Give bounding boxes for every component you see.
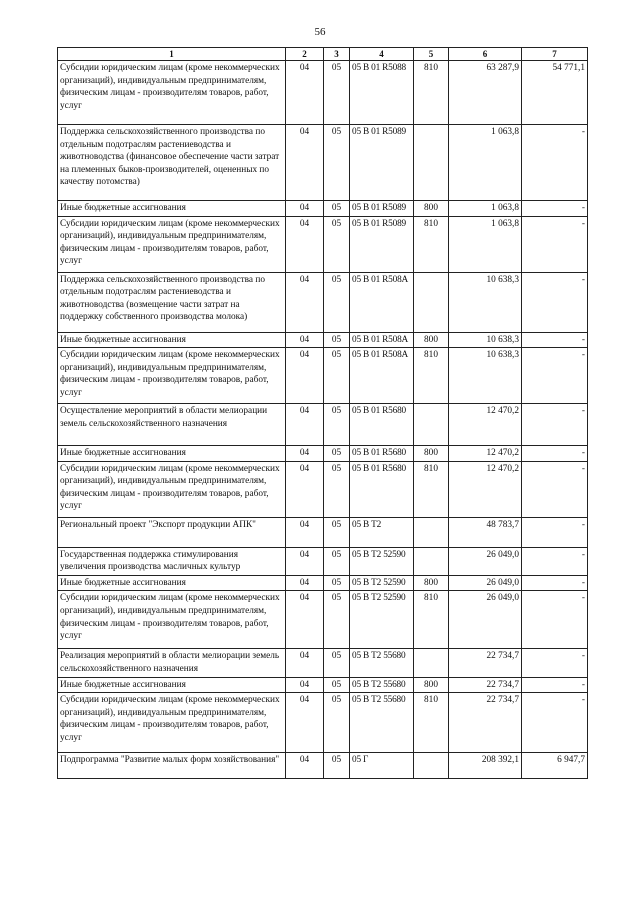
row-amount-federal: - xyxy=(522,649,588,677)
row-amount-federal: - xyxy=(522,677,588,693)
row-amount-federal: - xyxy=(522,201,588,217)
table-row xyxy=(58,125,588,201)
table-row xyxy=(58,517,588,547)
column-header-2: 2 xyxy=(286,48,324,61)
row-subsection-code: 05 xyxy=(324,201,350,217)
row-expense-type: 800 xyxy=(414,446,449,462)
row-expense-type xyxy=(414,753,449,779)
page-number: 56 xyxy=(314,26,326,38)
row-subsection-code: 05 xyxy=(324,575,350,591)
row-target-article: 05 В 01 R508А xyxy=(350,332,414,348)
column-header-6: 6 xyxy=(449,48,522,61)
row-amount: 22 734,7 xyxy=(449,677,522,693)
row-subsection-code: 05 xyxy=(324,216,350,272)
row-section-code: 04 xyxy=(286,461,324,517)
row-subsection-code: 05 xyxy=(324,753,350,779)
row-target-article: 05 В Т2 55680 xyxy=(350,649,414,677)
column-header-3: 3 xyxy=(324,48,350,61)
row-expense-type: 800 xyxy=(414,201,449,217)
row-amount-federal: - xyxy=(522,575,588,591)
row-section-code: 04 xyxy=(286,517,324,547)
row-expense-type xyxy=(414,404,449,446)
row-amount: 26 049,0 xyxy=(449,591,522,649)
row-amount: 12 470,2 xyxy=(449,446,522,462)
row-expense-type: 810 xyxy=(414,61,449,125)
column-header-7: 7 xyxy=(522,48,588,61)
row-target-article: 05 В 01 R5680 xyxy=(350,461,414,517)
row-target-article: 05 В Т2 52590 xyxy=(350,547,414,575)
row-amount-federal: - xyxy=(522,332,588,348)
row-expense-type xyxy=(414,649,449,677)
row-target-article: 05 В 01 R5089 xyxy=(350,125,414,201)
row-amount: 1 063,8 xyxy=(449,216,522,272)
row-subsection-code: 05 xyxy=(324,649,350,677)
row-amount-federal: - xyxy=(522,404,588,446)
row-target-article: 05 В Т2 55680 xyxy=(350,677,414,693)
row-amount: 12 470,2 xyxy=(449,404,522,446)
row-expense-type: 810 xyxy=(414,216,449,272)
row-subsection-code: 05 xyxy=(324,404,350,446)
row-target-article: 05 В 01 R5089 xyxy=(350,201,414,217)
row-expense-type: 800 xyxy=(414,332,449,348)
row-name: Региональный проект "Экспорт продукции АПК" xyxy=(58,517,286,547)
table-row xyxy=(58,201,588,217)
row-expense-type xyxy=(414,125,449,201)
row-subsection-code: 05 xyxy=(324,547,350,575)
row-amount: 1 063,8 xyxy=(449,125,522,201)
row-name: Реализация мероприятий в области мелиорации земель сельскохозяйственного назначения xyxy=(58,649,286,677)
row-subsection-code: 05 xyxy=(324,125,350,201)
row-section-code: 04 xyxy=(286,649,324,677)
table-row xyxy=(58,461,588,517)
row-amount-federal: - xyxy=(522,461,588,517)
row-subsection-code: 05 xyxy=(324,332,350,348)
row-target-article: 05 В 01 R5089 xyxy=(350,216,414,272)
row-section-code: 04 xyxy=(286,446,324,462)
row-name: Подпрограмма "Развитие малых форм хозяйствования" xyxy=(58,753,286,779)
row-section-code: 04 xyxy=(286,693,324,753)
row-amount-federal: - xyxy=(522,693,588,753)
table-row xyxy=(58,61,588,125)
row-section-code: 04 xyxy=(286,272,324,332)
row-section-code: 04 xyxy=(286,753,324,779)
row-section-code: 04 xyxy=(286,348,324,404)
row-name: Субсидии юридическим лицам (кроме некоммерческих организаций), индивидуальным предпринимателям, физическим лицам - производителям товаров, работ, услуг xyxy=(58,348,286,404)
row-expense-type: 800 xyxy=(414,677,449,693)
row-target-article: 05 В Т2 52590 xyxy=(350,591,414,649)
row-expense-type: 810 xyxy=(414,461,449,517)
row-name: Субсидии юридическим лицам (кроме некоммерческих организаций), индивидуальным предпринимателям, физическим лицам - производителям товаров, работ, услуг xyxy=(58,216,286,272)
row-expense-type: 800 xyxy=(414,575,449,591)
table-header-row xyxy=(58,48,588,61)
row-subsection-code: 05 xyxy=(324,461,350,517)
row-expense-type: 810 xyxy=(414,348,449,404)
row-section-code: 04 xyxy=(286,547,324,575)
row-amount: 208 392,1 xyxy=(449,753,522,779)
table-row xyxy=(58,272,588,332)
row-target-article: 05 В 01 R5680 xyxy=(350,404,414,446)
row-name: Иные бюджетные ассигнования xyxy=(58,332,286,348)
row-name: Субсидии юридическим лицам (кроме некоммерческих организаций), индивидуальным предпринимателям, физическим лицам - производителям товаров, работ, услуг xyxy=(58,61,286,125)
row-amount: 26 049,0 xyxy=(449,575,522,591)
row-target-article: 05 В 01 R5088 xyxy=(350,61,414,125)
row-name: Иные бюджетные ассигнования xyxy=(58,575,286,591)
row-target-article: 05 В Т2 xyxy=(350,517,414,547)
table-body xyxy=(58,61,588,779)
row-section-code: 04 xyxy=(286,677,324,693)
row-amount: 22 734,7 xyxy=(449,693,522,753)
table-row xyxy=(58,649,588,677)
row-expense-type: 810 xyxy=(414,693,449,753)
row-subsection-code: 05 xyxy=(324,517,350,547)
table-row xyxy=(58,446,588,462)
row-amount: 48 783,7 xyxy=(449,517,522,547)
row-subsection-code: 05 xyxy=(324,348,350,404)
row-subsection-code: 05 xyxy=(324,677,350,693)
row-amount: 22 734,7 xyxy=(449,649,522,677)
row-section-code: 04 xyxy=(286,216,324,272)
row-name: Иные бюджетные ассигнования xyxy=(58,677,286,693)
row-amount: 1 063,8 xyxy=(449,201,522,217)
row-amount-federal: - xyxy=(522,125,588,201)
row-section-code: 04 xyxy=(286,125,324,201)
row-name: Субсидии юридическим лицам (кроме некоммерческих организаций), индивидуальным предпринимателям, физическим лицам - производителям товаров, работ, услуг xyxy=(58,591,286,649)
table-row xyxy=(58,677,588,693)
row-subsection-code: 05 xyxy=(324,446,350,462)
row-name: Субсидии юридическим лицам (кроме некоммерческих организаций), индивидуальным предпринимателям, физическим лицам - производителям товаров, работ, услуг xyxy=(58,693,286,753)
row-subsection-code: 05 xyxy=(324,591,350,649)
table-row xyxy=(58,693,588,753)
row-section-code: 04 xyxy=(286,332,324,348)
budget-table xyxy=(57,47,588,779)
row-amount: 63 287,9 xyxy=(449,61,522,125)
column-header-5: 5 xyxy=(414,48,449,61)
row-name: Поддержка сельскохозяйственного производства по отдельным подотраслям растениеводства и животноводства (финансовое обеспечение части затрат на племенных быков-производителей, оцененных по качеству потомства) xyxy=(58,125,286,201)
table-row xyxy=(58,547,588,575)
row-subsection-code: 05 xyxy=(324,272,350,332)
row-amount: 26 049,0 xyxy=(449,547,522,575)
table-row xyxy=(58,332,588,348)
row-target-article: 05 В 01 R508А xyxy=(350,272,414,332)
row-expense-type xyxy=(414,272,449,332)
table-row xyxy=(58,216,588,272)
table-row xyxy=(58,348,588,404)
row-amount: 12 470,2 xyxy=(449,461,522,517)
row-amount: 10 638,3 xyxy=(449,348,522,404)
row-amount: 10 638,3 xyxy=(449,272,522,332)
row-section-code: 04 xyxy=(286,404,324,446)
row-name: Субсидии юридическим лицам (кроме некоммерческих организаций), индивидуальным предпринимателям, физическим лицам - производителям товаров, работ, услуг xyxy=(58,461,286,517)
row-name: Осуществление мероприятий в области мелиорации земель сельскохозяйственного назначения xyxy=(58,404,286,446)
table-row xyxy=(58,575,588,591)
row-section-code: 04 xyxy=(286,61,324,125)
row-amount-federal: - xyxy=(522,591,588,649)
row-subsection-code: 05 xyxy=(324,61,350,125)
row-amount: 10 638,3 xyxy=(449,332,522,348)
row-amount-federal: - xyxy=(522,446,588,462)
row-expense-type: 810 xyxy=(414,591,449,649)
row-amount-federal: - xyxy=(522,547,588,575)
row-amount-federal: 6 947,7 xyxy=(522,753,588,779)
row-name: Государственная поддержка стимулирования увеличения производства масличных культур xyxy=(58,547,286,575)
row-target-article: 05 В 01 R5680 xyxy=(350,446,414,462)
row-amount-federal: 54 771,1 xyxy=(522,61,588,125)
table-row xyxy=(58,404,588,446)
row-target-article: 05 В 01 R508А xyxy=(350,348,414,404)
row-expense-type xyxy=(414,517,449,547)
row-amount-federal: - xyxy=(522,517,588,547)
row-amount-federal: - xyxy=(522,348,588,404)
row-target-article: 05 Г xyxy=(350,753,414,779)
row-name: Иные бюджетные ассигнования xyxy=(58,201,286,217)
table-row xyxy=(58,591,588,649)
row-subsection-code: 05 xyxy=(324,693,350,753)
row-name: Поддержка сельскохозяйственного производства по отдельным подотраслям растениеводства и животноводства (возмещение части затрат на поддержку собственного производства молока) xyxy=(58,272,286,332)
row-amount-federal: - xyxy=(522,272,588,332)
row-section-code: 04 xyxy=(286,591,324,649)
row-amount-federal: - xyxy=(522,216,588,272)
row-section-code: 04 xyxy=(286,575,324,591)
column-header-4: 4 xyxy=(350,48,414,61)
row-target-article: 05 В Т2 55680 xyxy=(350,693,414,753)
row-name: Иные бюджетные ассигнования xyxy=(58,446,286,462)
row-expense-type xyxy=(414,547,449,575)
table-row xyxy=(58,753,588,779)
row-section-code: 04 xyxy=(286,201,324,217)
column-header-1: 1 xyxy=(58,48,286,61)
row-target-article: 05 В Т2 52590 xyxy=(350,575,414,591)
